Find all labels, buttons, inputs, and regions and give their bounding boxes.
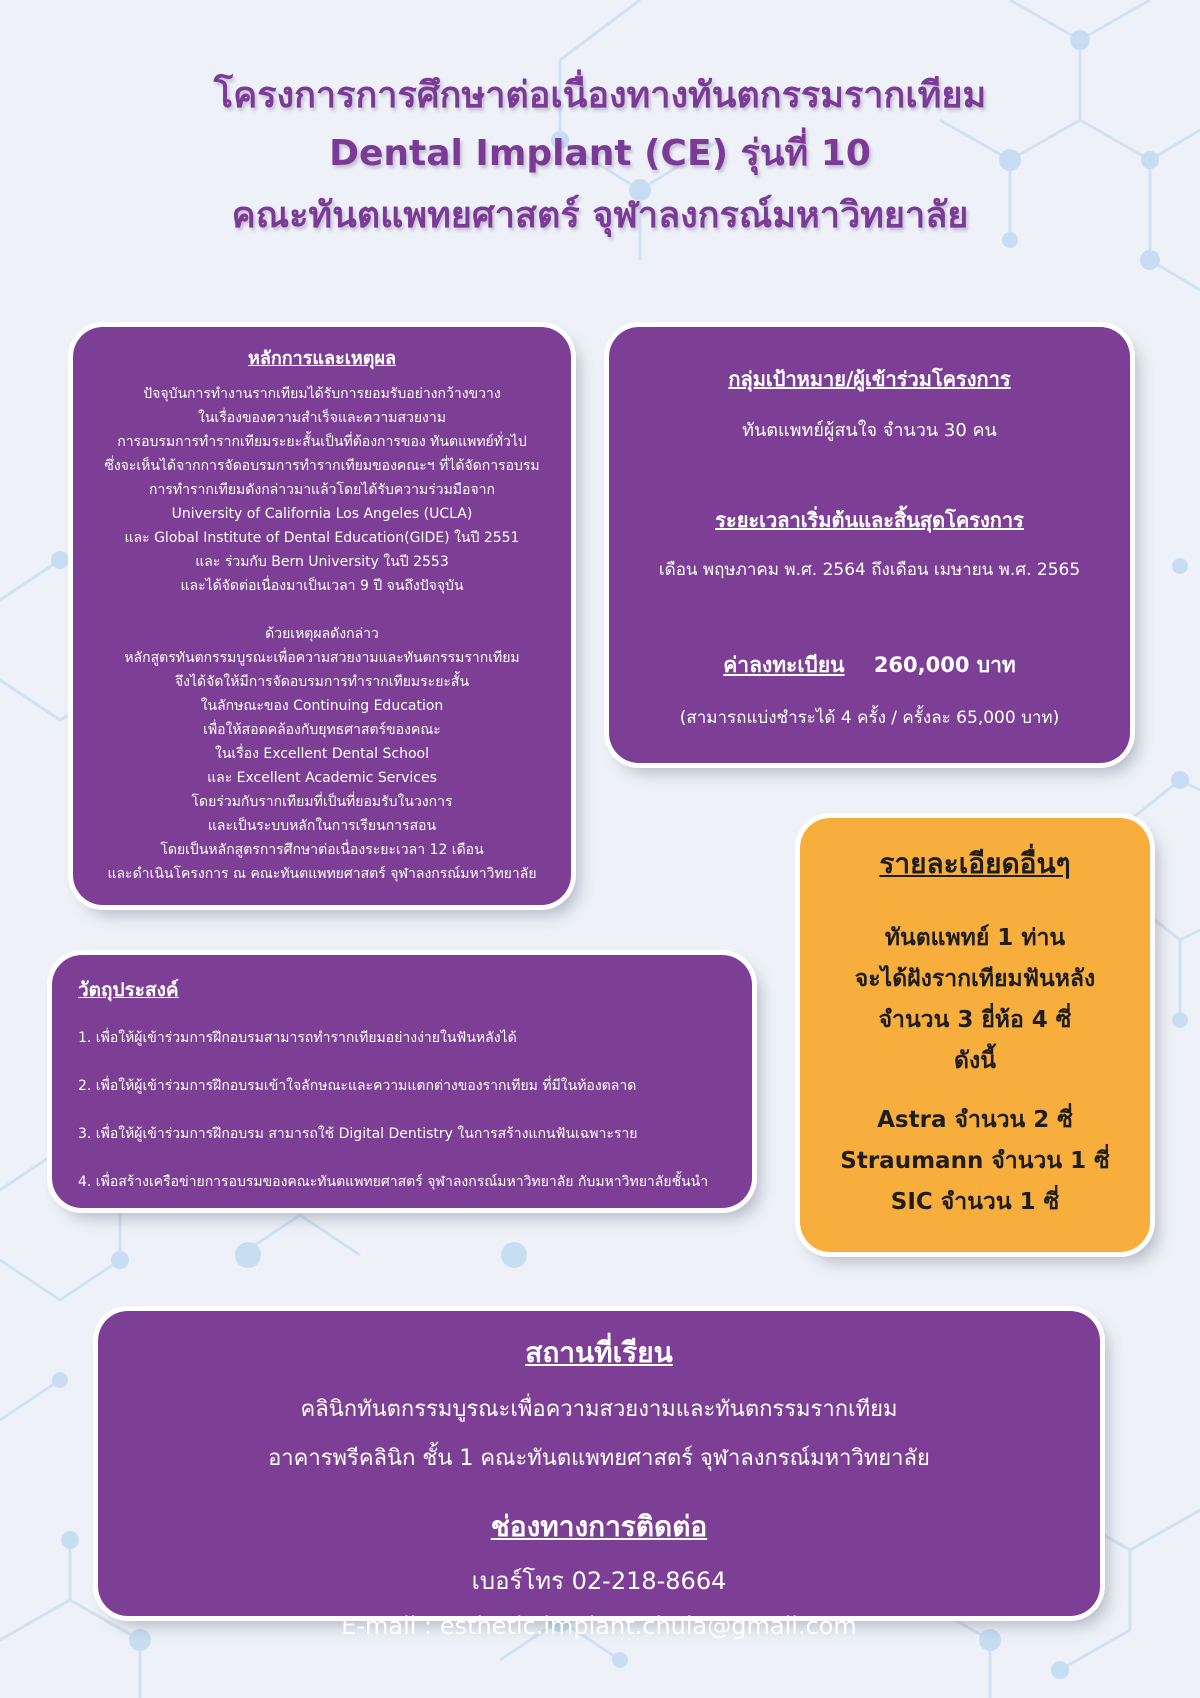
principles-line: และดำเนินโครงการ ณ คณะทันตแพทยศาสตร์ จุฬาลงกรณ์มหาวิทยาลัย [107, 866, 537, 882]
contact-email[interactable]: E-mail : esthetic.implant.chula@gmail.com [341, 1612, 857, 1640]
details-heading: รายละเอียดอื่นๆ [879, 847, 1071, 880]
brand-sic: SIC จำนวน 1 ซี่ [890, 1189, 1060, 1215]
details-line-4: ดังนี้ [954, 1048, 996, 1074]
objective-item-1: 1. เพื่อให้ผู้เข้าร่วมการฝึกอบรมสามารถทำรากเทียมอย่างง่ายในฟันหลังได้ [78, 1030, 517, 1046]
location-line-2: อาคารพรีคลินิก ชั้น 1 คณะทันตแพทยศาสตร์ จุฬาลงกรณ์มหาวิทยาลัย [268, 1446, 930, 1471]
principles-line: ในลักษณะของ Continuing Education [200, 698, 444, 714]
details-box [800, 818, 1150, 1252]
fee-value: 260,000 บาท [873, 653, 1016, 677]
principles-box [73, 327, 571, 905]
principles-line: และ Global Institute of Dental Education(GIDE) ในปี 2551 [124, 530, 520, 546]
principles-line: และได้จัดต่อเนื่องมาเป็นเวลา 9 ปี จนถึงปัจจุบัน [180, 578, 464, 594]
location-box [98, 1311, 1100, 1640]
principles-paragraph-2 [83, 622, 561, 886]
principles-line: การอบรมการทำรากเทียมระยะสั้นเป็นที่ต้องการของ ทันตแพทย์ทั่วไป [117, 434, 527, 450]
principles-line: University of California Los Angeles (UCLA) [171, 506, 473, 522]
principles-line: จึงได้จัดให้มีการจัดอบรมการทำรากเทียมระยะสั้น [174, 674, 470, 690]
contact-heading: ช่องทางการติดต่อ [490, 1510, 708, 1543]
principles-line: ด้วยเหตุผลดังกล่าว [265, 626, 379, 642]
objective-item-3: 3. เพื่อให้ผู้เข้าร่วมการฝึกอบรม สามารถใช้ Digital Dentistry ในการสร้างแกนฟันเฉพาะราย [78, 1126, 638, 1142]
principles-line: โดยเป็นหลักสูตรการศึกษาต่อเนื่องระยะเวลา 12 เดือน [160, 842, 484, 858]
details-line-1: ทันตแพทย์ 1 ท่าน [884, 925, 1066, 951]
principles-line: โดยร่วมกับรากเทียมที่เป็นที่ยอมรับในวงการ [191, 794, 453, 810]
fee-label: ค่าลงทะเบียน [723, 653, 845, 677]
target-text: ทันตแพทย์ผู้สนใจ จำนวน 30 คน [742, 420, 997, 441]
details-line-2: จะได้ฝังรากเทียมฟันหลัง [854, 966, 1096, 992]
principles-line: หลักสูตรทันตกรรมบูรณะเพื่อความสวยงามและทันตกรรมรากเทียม [124, 650, 520, 666]
period-heading: ระยะเวลาเริ่มต้นและสิ้นสุดโครงการ [715, 508, 1024, 532]
target-box [609, 327, 1130, 763]
period-text: เดือน พฤษภาคม พ.ศ. 2564 ถึงเดือน เมษายน พ.ศ. 2565 [658, 560, 1081, 580]
brand-straumann: Straumann จำนวน 1 ซี่ [840, 1148, 1110, 1174]
principles-line: การทำรากเทียมดังกล่าวมาแล้วโดยได้รับความร่วมมือจาก [149, 482, 495, 498]
brand-astra: Astra จำนวน 2 ซี่ [877, 1107, 1073, 1133]
objective-item-4: 4. เพื่อสร้างเครือข่ายการอบรมของคณะทันตแพทยศาสตร์ จุฬาลงกรณ์มหาวิทยาลัย กับมหาวิทยาลัยชั้นนำ [78, 1174, 709, 1190]
principles-line: และ Excellent Academic Services [207, 770, 437, 786]
principles-line: ซึ่งจะเห็นได้จากการจัดอบรมการทำรากเทียมของคณะฯ ที่ได้จัดการอบรม [104, 458, 540, 474]
target-heading: กลุ่มเป้าหมาย/ผู้เข้าร่วมโครงการ [728, 367, 1011, 391]
objectives-heading: วัตถุประสงค์ [78, 979, 179, 1001]
principles-line: ปัจจุบันการทำงานรากเทียมได้รับการยอมรับอย่างกว้างขวาง [143, 386, 501, 402]
location-line-1: คลินิกทันตกรรมบูรณะเพื่อความสวยงามและทันตกรรมรากเทียม [300, 1397, 898, 1422]
principles-line: และเป็นระบบหลักในการเรียนการสอน [207, 818, 437, 834]
page-title-line-3: คณะทันตแพทยศาสตร์ จุฬาลงกรณ์มหาวิทยาลัย [231, 195, 969, 236]
objective-item-2: 2. เพื่อให้ผู้เข้าร่วมการฝึกอบรมเข้าใจลักษณะและความแตกต่างของรากเทียม ที่มีในท้องตลาด [78, 1078, 637, 1094]
page-title-line-1: โครงการการศึกษาต่อเนื่องทางทันตกรรมรากเทียม [213, 75, 987, 116]
objectives-box [52, 955, 752, 1208]
principles-heading: หลักการและเหตุผล [247, 348, 397, 369]
location-heading: สถานที่เรียน [525, 1336, 673, 1369]
installment-text: (สามารถแบ่งชำระได้ 4 ครั้ง / ครั้งละ 65,000 บาท) [679, 708, 1060, 728]
principles-line: เพื่อให้สอดคล้องกับยุทธศาสตร์ของคณะ [203, 722, 441, 738]
details-line-3: จำนวน 3 ยี่ห้อ 4 ซี่ [878, 1007, 1072, 1033]
contact-phone: เบอร์โทร 02-218-8664 [471, 1567, 727, 1595]
principles-paragraph-1 [83, 382, 561, 598]
fee-row [619, 649, 1120, 682]
principles-line: ในเรื่องของความสำเร็จและความสวยงาม [198, 410, 446, 426]
principles-line: และ ร่วมกับ Bern University ในปี 2553 [195, 554, 449, 570]
page-title-line-2: Dental Implant (CE) รุ่นที่ 10 [329, 133, 871, 174]
principles-line: ในเรื่อง Excellent Dental School [215, 746, 429, 762]
